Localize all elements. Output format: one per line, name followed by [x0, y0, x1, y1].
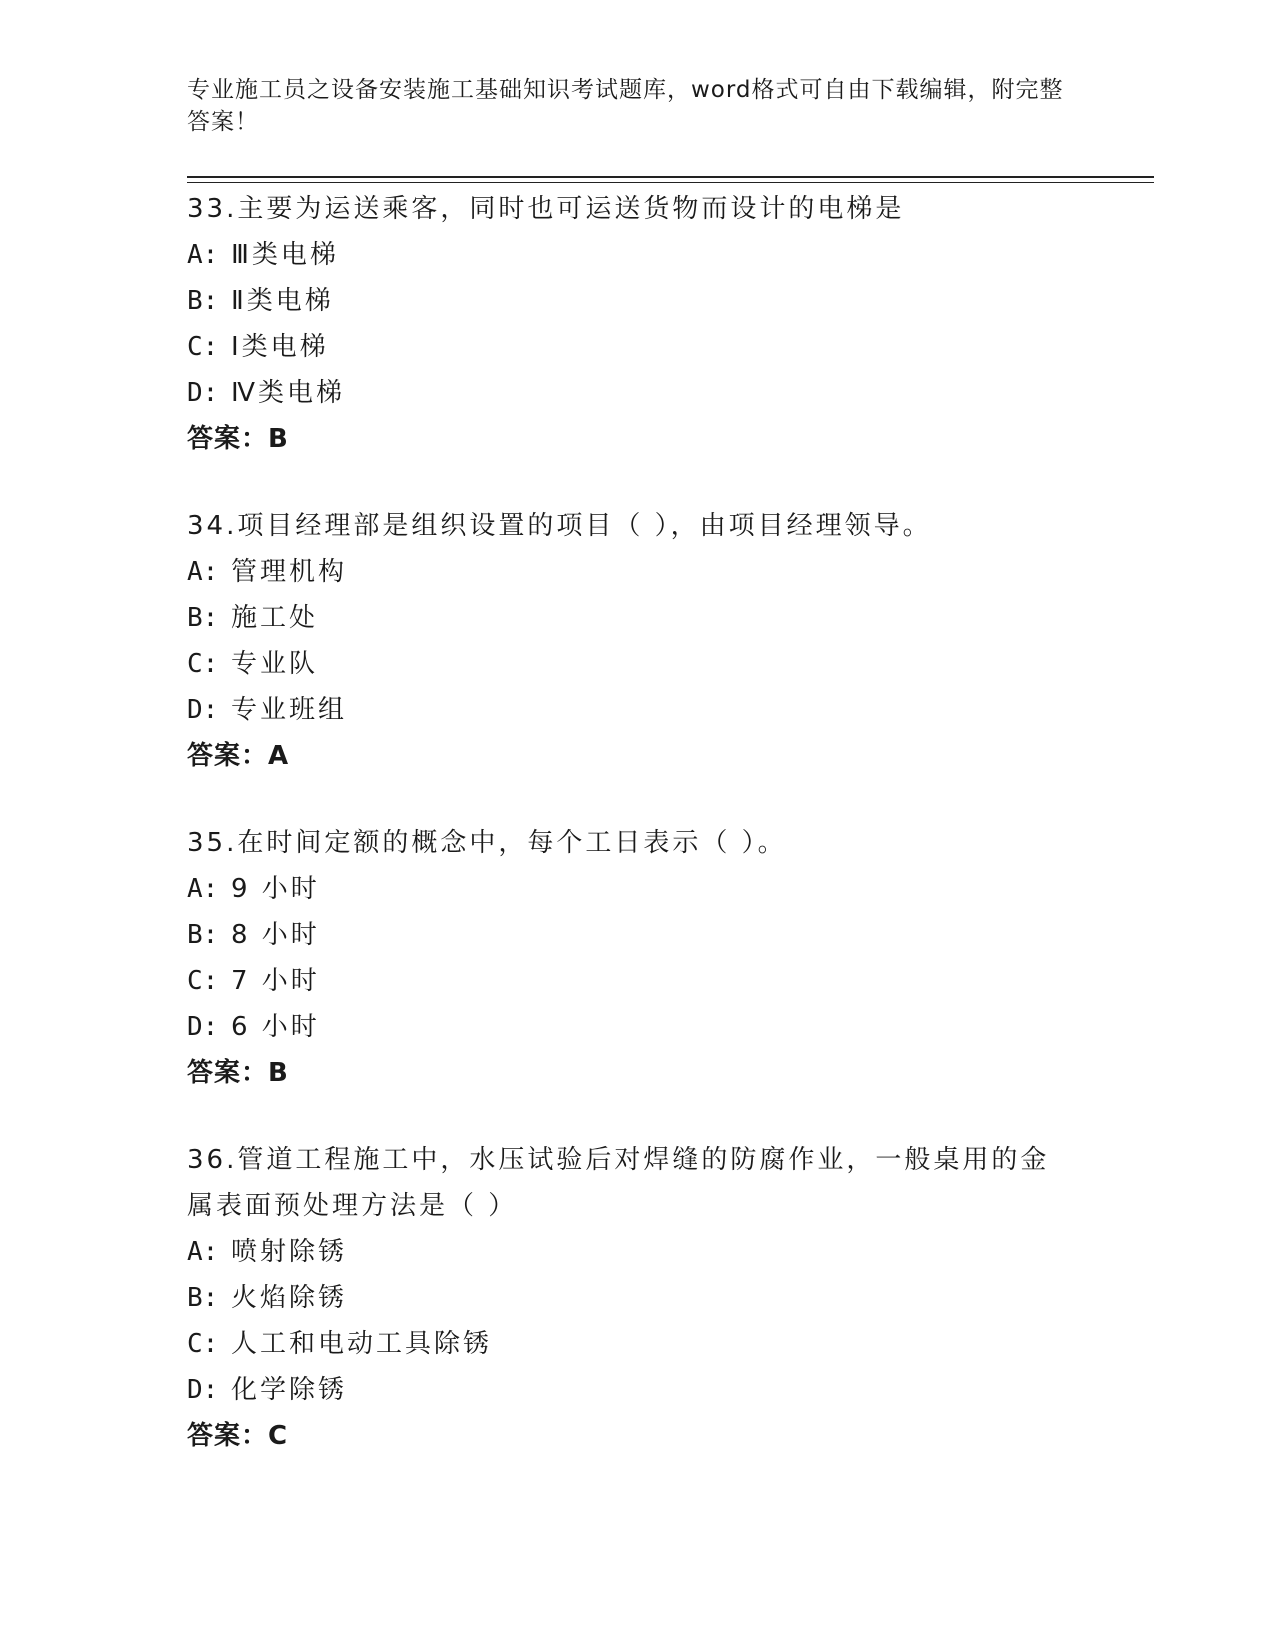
option-text: 专业队 — [231, 649, 319, 679]
question-block — [187, 186, 1087, 462]
option-text: 管理机构 — [231, 557, 348, 587]
option-c — [187, 641, 1087, 687]
option-b — [187, 595, 1087, 641]
option-key: C: — [187, 649, 219, 679]
option-a — [187, 232, 1087, 278]
option-d — [187, 1367, 1067, 1413]
header-divider-thin — [187, 182, 1154, 183]
option-a — [187, 866, 1087, 912]
option-text: 8 小时 — [231, 920, 320, 950]
option-b — [187, 278, 1087, 324]
answer-line: 答案：A — [187, 741, 290, 771]
option-key: C: — [187, 332, 219, 362]
option-a — [187, 1229, 1067, 1275]
option-key: B: — [187, 286, 219, 316]
option-text: 化学除锈 — [231, 1375, 348, 1405]
option-text: Ⅲ类电梯 — [231, 240, 339, 270]
question-block — [187, 1137, 1067, 1459]
document-header: 专业施工员之设备安装施工基础知识考试题库，word格式可自由下载编辑，附完整答案！ — [187, 77, 1064, 135]
option-c — [187, 324, 1087, 370]
option-text: 喷射除锈 — [231, 1237, 348, 1267]
header-divider-thick — [187, 176, 1154, 178]
option-d — [187, 687, 1087, 733]
option-key: D: — [187, 378, 219, 408]
option-text: Ⅰ类电梯 — [231, 332, 329, 362]
option-text: 9 小时 — [231, 874, 320, 904]
answer-line: 答案：B — [187, 1058, 289, 1088]
option-key: B: — [187, 603, 219, 633]
option-text: Ⅳ类电梯 — [231, 378, 345, 408]
option-key: A: — [187, 1237, 219, 1267]
option-key: A: — [187, 240, 219, 270]
option-text: 火焰除锈 — [231, 1283, 348, 1313]
question-stem: 33.主要为运送乘客，同时也可运送货物而设计的电梯是 — [187, 194, 905, 224]
question-stem: 36.管道工程施工中，水压试验后对焊缝的防腐作业，一般桌用的金属表面预处理方法是（ ） — [187, 1145, 1050, 1221]
answer-line: 答案：C — [187, 1421, 289, 1451]
question-block — [187, 503, 1087, 779]
option-text: 人工和电动工具除锈 — [231, 1329, 493, 1359]
option-key: B: — [187, 920, 219, 950]
option-c — [187, 1321, 1067, 1367]
option-key: A: — [187, 557, 219, 587]
option-text: 7 小时 — [231, 966, 320, 996]
option-key: D: — [187, 1375, 219, 1405]
option-key: C: — [187, 1329, 219, 1359]
option-key: D: — [187, 695, 219, 725]
option-a — [187, 549, 1087, 595]
question-stem: 34.项目经理部是组织设置的项目（ ），由项目经理领导。 — [187, 511, 932, 541]
option-key: A: — [187, 874, 219, 904]
option-b — [187, 912, 1087, 958]
option-b — [187, 1275, 1067, 1321]
question-stem: 35.在时间定额的概念中，每个工日表示（ ）。 — [187, 828, 787, 858]
option-text: 施工处 — [231, 603, 319, 633]
option-key: B: — [187, 1283, 219, 1313]
option-key: D: — [187, 1012, 219, 1042]
option-d — [187, 1004, 1087, 1050]
option-key: C: — [187, 966, 219, 996]
option-c — [187, 958, 1087, 1004]
option-text: 专业班组 — [231, 695, 348, 725]
option-d — [187, 370, 1087, 416]
question-block — [187, 820, 1087, 1096]
option-text: Ⅱ类电梯 — [231, 286, 334, 316]
option-text: 6 小时 — [231, 1012, 320, 1042]
answer-line: 答案：B — [187, 424, 289, 454]
